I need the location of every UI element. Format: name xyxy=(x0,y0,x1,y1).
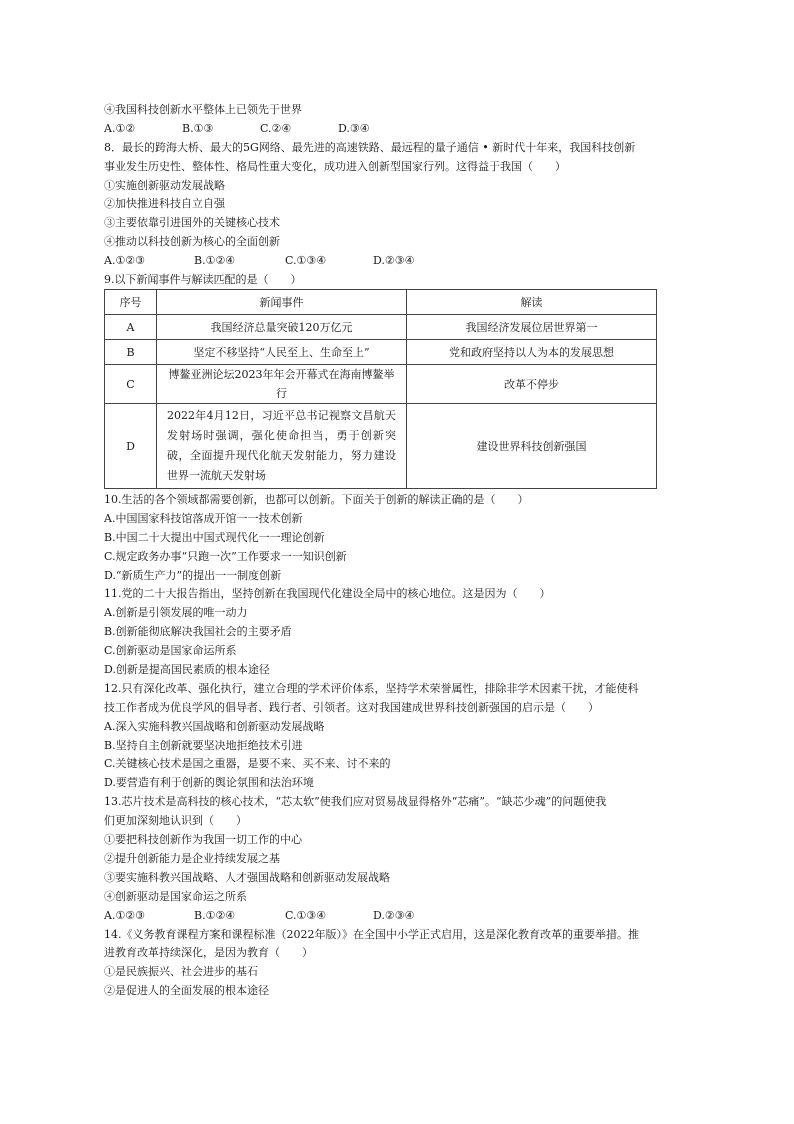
row-interpretation: 党和政府坚持以人为本的发展思想 xyxy=(407,340,657,365)
q10-choice-a: A.中国国家科技馆落成开馆一一技术创新 xyxy=(104,511,303,525)
q13-options xyxy=(104,909,689,922)
q8-stem-line2: 事业发生历史性、整体性、格局性重大变化，成功进入创新型国家行列。这得益于我国（ ） xyxy=(104,159,566,173)
row-event: 博鳌亚洲论坛2023年年会开幕式在海南博鳌举行 xyxy=(157,365,407,404)
table-header-row xyxy=(105,290,657,315)
row-id: B xyxy=(105,340,157,365)
header-event: 新闻事件 xyxy=(157,290,407,315)
q13-item-1: ①要把科技创新作为我国一切工作的中心 xyxy=(104,833,302,847)
q11-stem: 11.党的二十大报告指出，坚持创新在我国现代化建设全局中的核心地位。这是因为（ ） xyxy=(104,587,551,601)
table-row xyxy=(105,315,657,340)
q12-choice-b: B.坚持自主创新就要坚决地拒绝技术引进 xyxy=(104,738,303,752)
table-row xyxy=(105,404,657,489)
row-interpretation: 我国经济发展位居世界第一 xyxy=(407,315,657,340)
q13-stem-line1: 13.芯片技术是高科技的核心技术，“芯太软”使我们应对贸易战显得格外“芯痛”。“缺芯少魂”的问题使我 xyxy=(104,795,607,809)
q11-choice-a: A.创新是引领发展的唯一动力 xyxy=(104,606,248,620)
option-c: C.①③④ xyxy=(285,908,327,922)
q14-item-2: ②是促进人的全面发展的根本途径 xyxy=(104,984,269,998)
option-c: C.①③④ xyxy=(285,254,327,268)
q11-choice-b: B.创新能彻底解决我国社会的主要矛盾 xyxy=(104,625,292,639)
q10-choice-b: B.中国二十大提出中国式现代化一一理论创新 xyxy=(104,530,325,544)
table-row xyxy=(105,340,657,365)
header-index: 序号 xyxy=(105,290,157,315)
option-a: A.①②③ xyxy=(104,908,146,922)
q9-stem: 9.以下新闻事件与解读匹配的是（ ） xyxy=(104,273,302,287)
option-d: D.②③④ xyxy=(373,908,415,922)
q10-choice-c: C.规定政务办事“只跑一次”工作要求一一知识创新 xyxy=(104,549,347,563)
row-interpretation: 建设世界科技创新强国 xyxy=(407,404,657,489)
q12-choice-a: A.深入实施科教兴国战略和创新驱动发展战略 xyxy=(104,719,325,733)
row-event: 2022年4月12日，习近平总书记视察文昌航天发射场时强调，强化使命担当，勇于创新突破，全面提升现代化航天发射能力，努力建设世界一流航天发射场 xyxy=(157,404,407,489)
row-event: 我国经济总量突破120万亿元 xyxy=(157,315,407,340)
q8-options xyxy=(104,254,689,267)
option-b: B.①②④ xyxy=(194,254,236,268)
option-c: C.②④ xyxy=(260,121,292,135)
row-id: A xyxy=(105,315,157,340)
q8-item-4: ④推动以科技创新为核心的全面创新 xyxy=(104,235,280,249)
row-id: C xyxy=(105,365,157,404)
q10-stem: 10.生活的各个领域都需要创新，也都可以创新。下面关于创新的解读正确的是（ ） xyxy=(104,493,529,507)
q13-stem-line2: 们更加深刻地认识到（ ） xyxy=(104,814,247,828)
option-d: D.③④ xyxy=(338,121,370,135)
q8-stem-line1: 8．最长的跨海大桥、最大的5G网络、最先进的高速铁路、最远程的量子通信 • 新时代十年来，我国科技创新 xyxy=(104,140,636,154)
option-a: A.①②③ xyxy=(104,254,146,268)
q12-choice-d: D.要营造有利于创新的舆论氛围和法治环境 xyxy=(104,776,314,790)
q14-item-1: ①是民族振兴、社会进步的基石 xyxy=(104,965,258,979)
q7-options xyxy=(104,122,689,135)
q11-choice-c: C.创新驱动是国家命运所系 xyxy=(104,644,237,658)
q13-item-2: ②提升创新能力是企业持续发展之基 xyxy=(104,851,280,865)
row-event: 坚定不移坚持“人民至上、生命至上” xyxy=(157,340,407,365)
q9-table xyxy=(104,289,657,489)
option-b: B.①②④ xyxy=(194,908,236,922)
q14-stem-line2: 进教育改革持续深化，是因为教育（ ） xyxy=(104,946,313,960)
q12-choice-c: C.关键核心技术是国之重器，是要不来、买不来、讨不来的 xyxy=(104,757,391,771)
exam-page xyxy=(104,103,689,1003)
q11-choice-d: D.创新是提高国民素质的根本途径 xyxy=(104,663,270,677)
q8-item-2: ②加快推进科技自立自强 xyxy=(104,197,225,211)
option-b: B.①③ xyxy=(182,121,214,135)
q8-item-3: ③主要依靠引进国外的关键核心技术 xyxy=(104,216,280,230)
q13-item-3: ③要实施科教兴国战略、人才强国战略和创新驱动发展战略 xyxy=(104,870,390,884)
option-a: A.①② xyxy=(104,121,136,135)
header-interpretation: 解读 xyxy=(407,290,657,315)
q14-stem-line1: 14.《义务教育课程方案和课程标准（2022年版）》在全国中小学正式启用，这是深化教育改革的重要举措。推 xyxy=(104,927,639,941)
row-interpretation: 改革不停步 xyxy=(407,365,657,404)
q12-stem-line1: 12.只有深化改革、强化执行，建立合理的学术评价体系，坚持学术荣誉属性，排除非学术因素干扰，才能使科 xyxy=(104,681,639,695)
statement-4: ④我国科技创新水平整体上已领先于世界 xyxy=(104,103,302,116)
q12-stem-line2: 技工作者成为优良学风的倡导者、践行者、引领者。这对我国建成世界科技创新强国的启示是（ ） xyxy=(104,700,599,714)
option-d: D.②③④ xyxy=(373,254,415,268)
q10-choice-d: D.“新质生产力”的提出一一制度创新 xyxy=(104,568,282,582)
table-row xyxy=(105,365,657,404)
q13-item-4: ④创新驱动是国家命运之所系 xyxy=(104,889,247,903)
row-id: D xyxy=(105,404,157,489)
q8-item-1: ①实施创新驱动发展战略 xyxy=(104,178,225,192)
